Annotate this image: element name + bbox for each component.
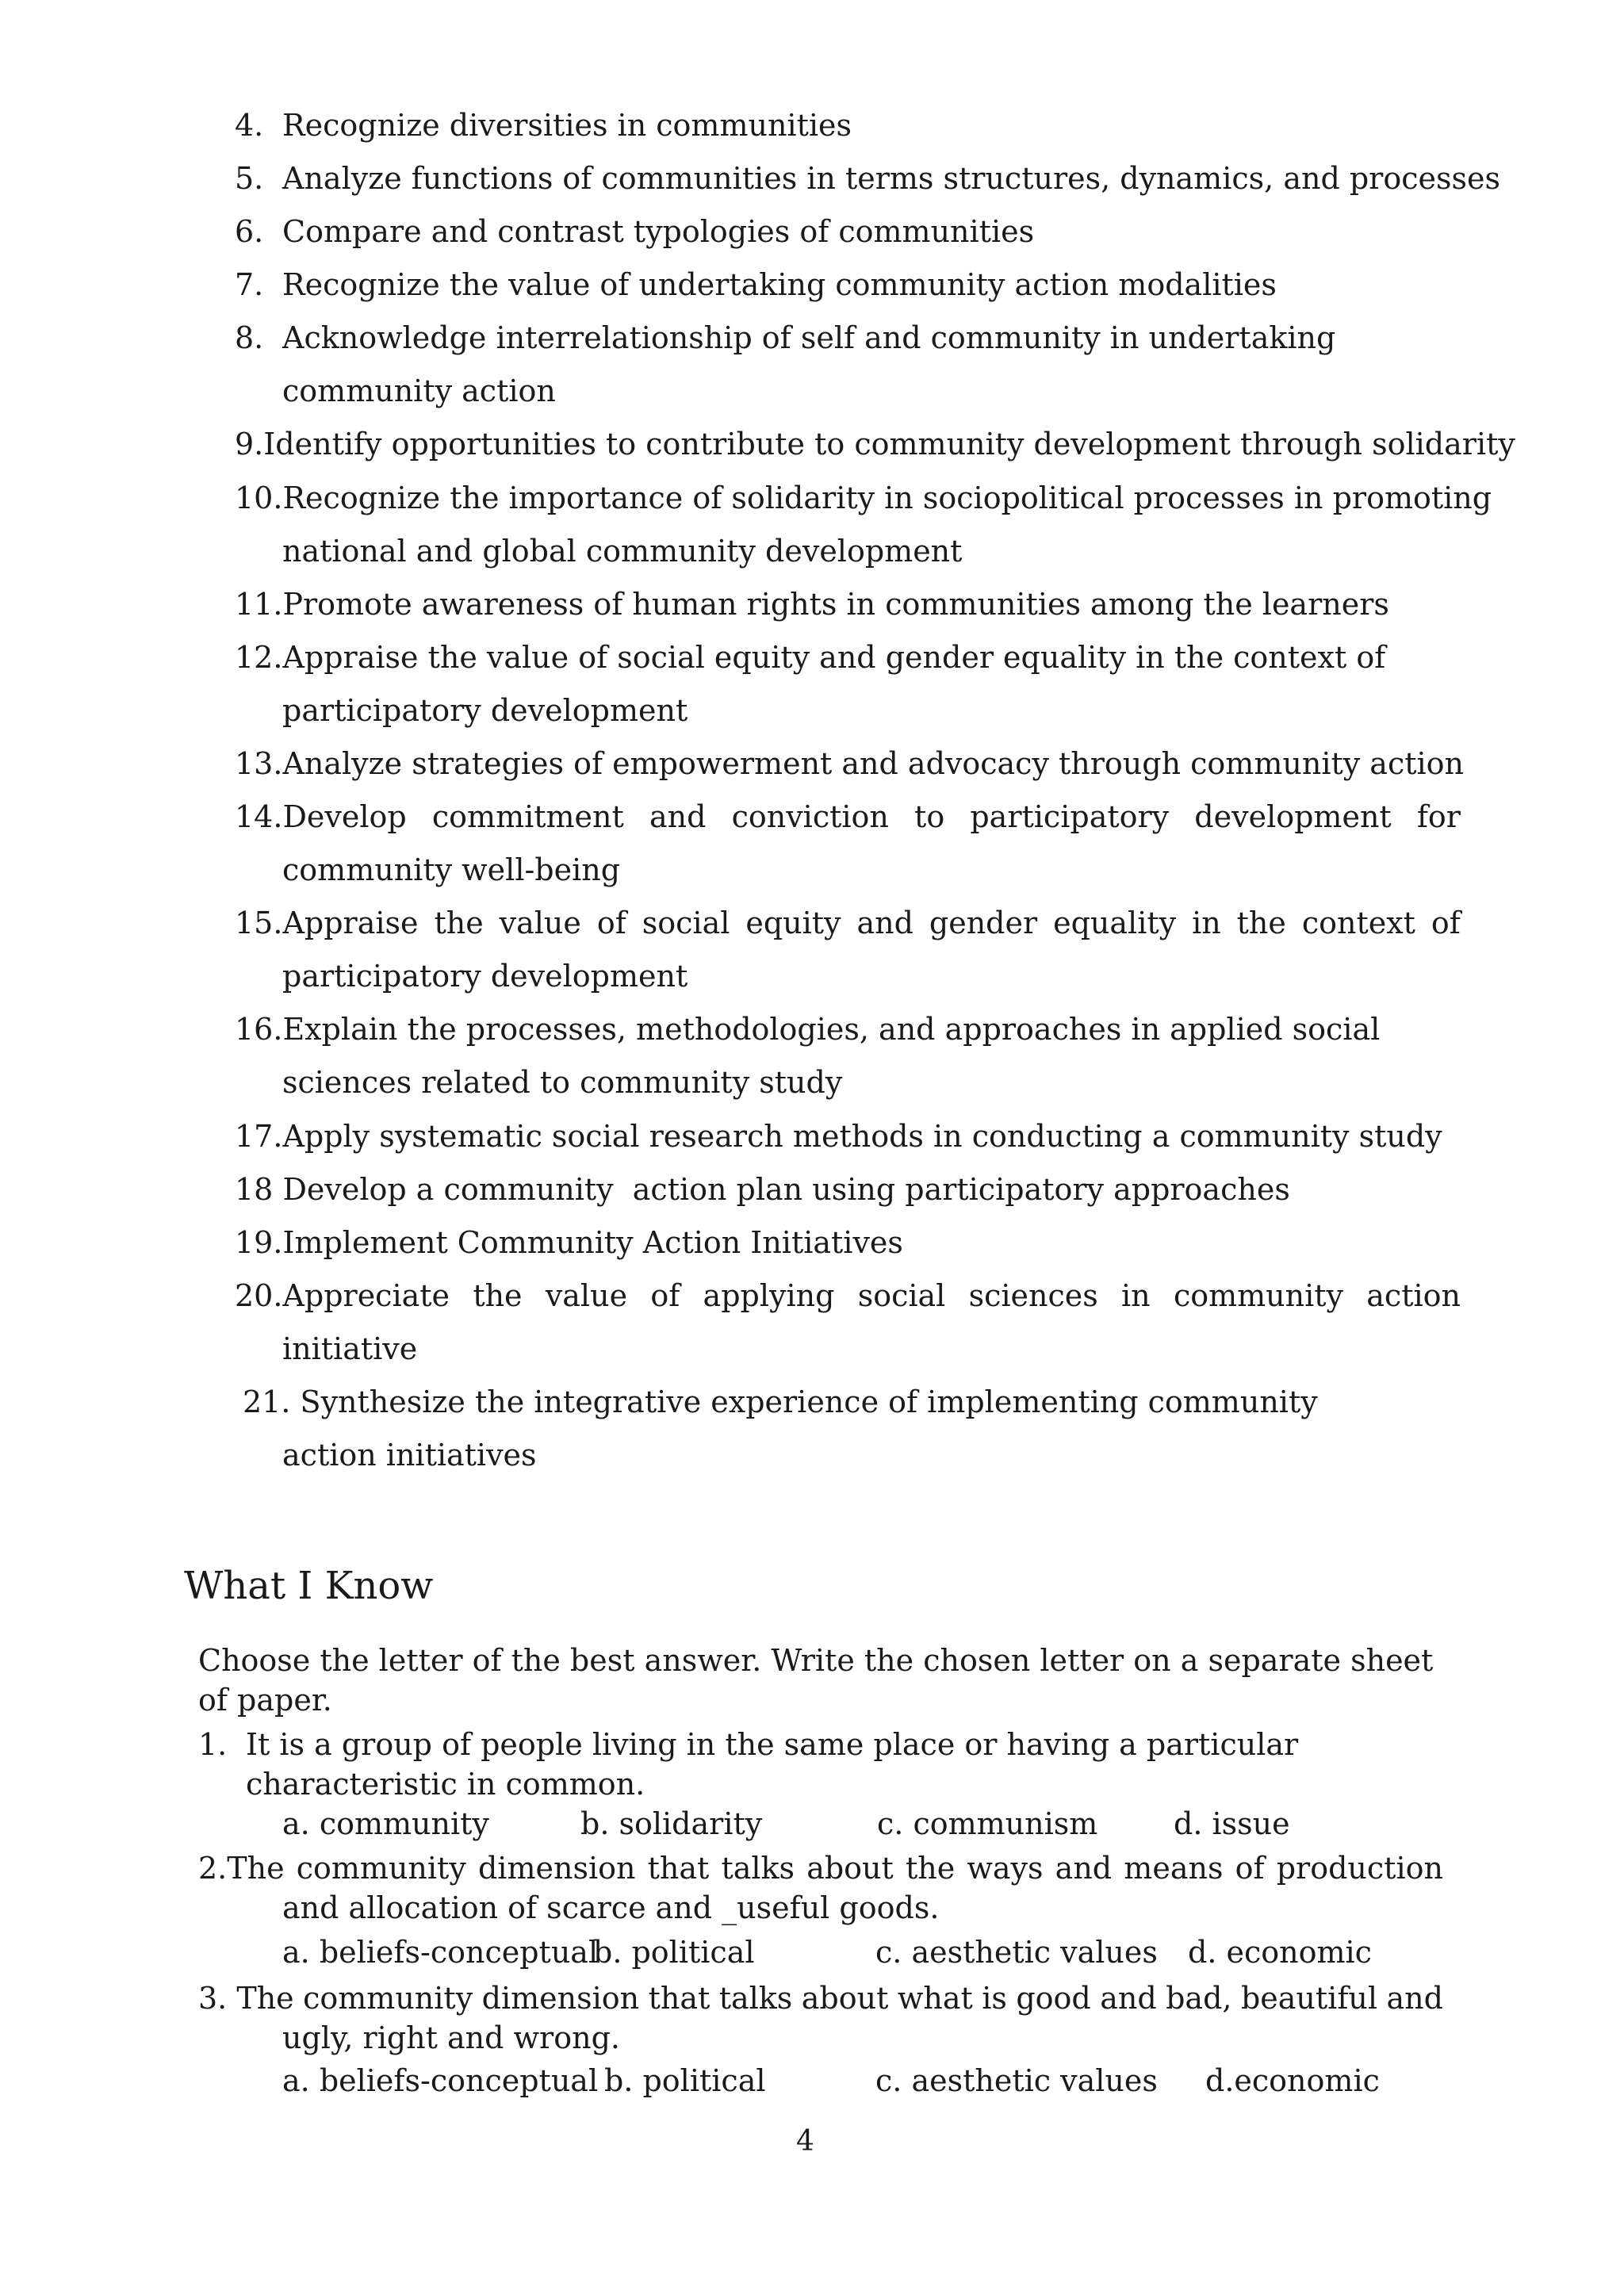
list-item-number: 10. [235,481,283,515]
list-item [235,906,1461,942]
justified-word: in [1121,1278,1151,1313]
option-c: c. aesthetic values [875,1935,1158,1970]
justified-word: social [642,906,730,940]
justified-word: community [303,1981,473,2016]
justified-word: 15.Appraise [235,906,419,940]
option-b: b. solidarity [580,1806,763,1841]
justified-word: to [914,799,945,834]
justified-word: dimension [477,1851,636,1886]
justified-word: and [649,799,707,834]
section-title: What I Know [184,1564,434,1608]
list-item-number: 8. [235,320,264,355]
option-a: a. beliefs-conceptual [282,1935,599,1970]
list-item-text: Analyze strategies of empowerment and advocacy through community action [282,746,1465,781]
justified-word: community [296,1851,466,1886]
list-item-continuation: community action [282,373,556,408]
list-item-text: Analyze functions of communities in terms structures, dynamics, and processes [282,161,1500,196]
justified-word: commitment [431,799,624,834]
justified-word: good [1016,1981,1091,2016]
list-item-text: Recognize the importance of solidarity in sociopolitical processes in promoting [282,481,1492,515]
justified-word: gender [929,906,1038,940]
option-d: d.economic [1205,2063,1380,2098]
list-item-number: 7. [235,267,264,302]
justified-word: production [1276,1851,1443,1886]
justified-word: of [1235,1851,1265,1886]
justified-word: of [650,1278,680,1313]
option-b: b. political [604,2063,766,2098]
list-item-continuation: community well-being [282,852,621,887]
option-d: d. economic [1188,1935,1372,1970]
justified-word: that [648,1981,710,2016]
list-item [235,1012,1380,1048]
justified-word: what [897,1981,973,2016]
question-number: 2. [198,1851,228,1886]
justified-word: in [1192,906,1221,940]
list-item-text: Identify opportunities to contribute to community development through solidarity [263,427,1515,461]
page-number: 4 [796,2125,814,2158]
list-item-number: 12. [235,640,283,675]
list-item [235,481,1492,517]
justified-word: 20.Appreciate [235,1278,450,1313]
justified-word: means [1124,1851,1224,1886]
list-item-text: Acknowledge interrelationship of self and community in undertaking [282,320,1336,355]
list-item-number: 20. [235,1278,283,1313]
list-item-number: 15. [235,906,283,940]
question-stem [198,1981,1443,2017]
question-number: 3. [198,1981,237,2016]
list-item-text: Recognize the value of undertaking community action modalities [282,267,1277,302]
justified-word: talks [718,1981,793,2016]
justified-word: ways [967,1851,1044,1886]
justified-word: equality [1053,906,1177,940]
list-item-text: Promote awareness of human rights in communities among the learners [282,587,1389,622]
justified-word: equity [745,906,841,940]
justified-word: of [596,906,626,940]
justified-word: 14.Develop [235,799,407,834]
justified-word: participatory [970,799,1170,834]
question-continuation: and allocation of scarce and _useful goods. [282,1890,940,1925]
justified-word: of [1431,906,1461,940]
justified-word: social [857,1278,946,1313]
justified-word: 2.The [198,1851,285,1886]
list-item-text: Appraise the value of social equity and gender equality in the context of [282,640,1386,675]
justified-word: action [1366,1278,1461,1313]
list-item [235,427,1515,463]
option-a: a. community [282,1806,489,1841]
justified-word: talks [721,1851,795,1886]
question-number: 1. [198,1727,228,1762]
justified-word: value [545,1278,628,1313]
list-item [235,1119,1442,1155]
justified-word: and [1386,1981,1443,2016]
list-item-number: 9. [235,427,264,461]
list-item-number: 16. [235,1012,283,1047]
list-item [235,267,1277,304]
list-item-number: 6. [235,214,264,249]
justified-word: the [473,1278,523,1313]
list-item-text: Recognize diversities in communities [282,108,852,143]
instructions-line: Choose the letter of the best answer. Write the chosen letter on a separate sheet [198,1643,1434,1678]
list-item-number: 14. [235,799,283,834]
question-stem [198,1851,1443,1887]
list-item-text: Synthesize the integrative experience of implementing community [300,1384,1318,1419]
list-item-number: 19. [235,1225,283,1260]
justified-word: context [1301,906,1415,940]
justified-word: beautiful [1240,1981,1378,2016]
justified-word: and [1100,1981,1157,2016]
list-item-continuation: action initiatives [282,1438,537,1473]
list-item [235,320,1335,357]
justified-word: about [801,1981,889,2016]
justified-word: conviction [731,799,889,834]
list-item-continuation: initiative [282,1331,418,1366]
justified-word: and [1055,1851,1113,1886]
list-item [235,640,1385,676]
list-item-continuation: participatory development [282,693,688,728]
justified-word: applying [703,1278,835,1313]
list-item-text: Apply systematic social research methods in conducting a community study [282,1119,1442,1154]
question-stem [198,1727,1298,1764]
list-item-text: Explain the processes, methodologies, and approaches in applied social [282,1012,1381,1047]
justified-word: the [1236,906,1286,940]
justified-word: is [982,1981,1007,2016]
option-b: b. political [593,1935,755,1970]
list-item [235,587,1389,623]
list-item-text: Implement Community Action Initiatives [282,1225,903,1260]
list-item-number: 21. [243,1384,291,1419]
instructions-line: of paper. [198,1683,332,1718]
list-item [235,1278,1461,1315]
justified-word: for [1416,799,1461,834]
option-d: d. issue [1174,1806,1290,1841]
justified-word: community [1173,1278,1344,1313]
justified-word: sciences [968,1278,1098,1313]
list-item-continuation: national and global community development [282,534,963,569]
option-c: c. aesthetic values [875,2063,1158,2098]
list-item [235,1172,1290,1208]
justified-word: bad, [1166,1981,1232,2016]
justified-word: dimension [481,1981,640,2016]
list-item-text: Compare and contrast typologies of communities [282,214,1035,249]
question-continuation: characteristic in common. [246,1767,645,1802]
question-text: It is a group of people living in the same place or having a particular [246,1727,1299,1762]
list-item [235,108,852,144]
list-item-number: 13. [235,746,283,781]
list-item [235,799,1461,836]
justified-word: the [434,906,484,940]
justified-word: about [806,1851,894,1886]
list-item [235,161,1500,197]
option-a: a. beliefs-conceptual [282,2063,599,2098]
list-item-number: 4. [235,108,264,143]
list-item-text: Develop a community action plan using participatory approaches [282,1172,1290,1207]
list-item-continuation: participatory development [282,959,688,994]
justified-word: 3. The [198,1981,294,2016]
justified-word: that [647,1851,710,1886]
justified-word: and [856,906,914,940]
list-item [235,746,1464,783]
question-continuation: ugly, right and wrong. [282,2020,620,2055]
list-item [235,1225,903,1262]
list-item-number: 17. [235,1119,283,1154]
justified-word: the [905,1851,956,1886]
option-c: c. communism [877,1806,1098,1841]
list-item [243,1384,1318,1421]
list-item-continuation: sciences related to community study [282,1065,843,1100]
list-item-number: 5. [235,161,264,196]
justified-word: value [499,906,581,940]
list-item [235,214,1034,251]
justified-word: development [1194,799,1392,834]
list-item-number: 11. [235,587,283,622]
list-item-number: 18 [235,1172,274,1207]
